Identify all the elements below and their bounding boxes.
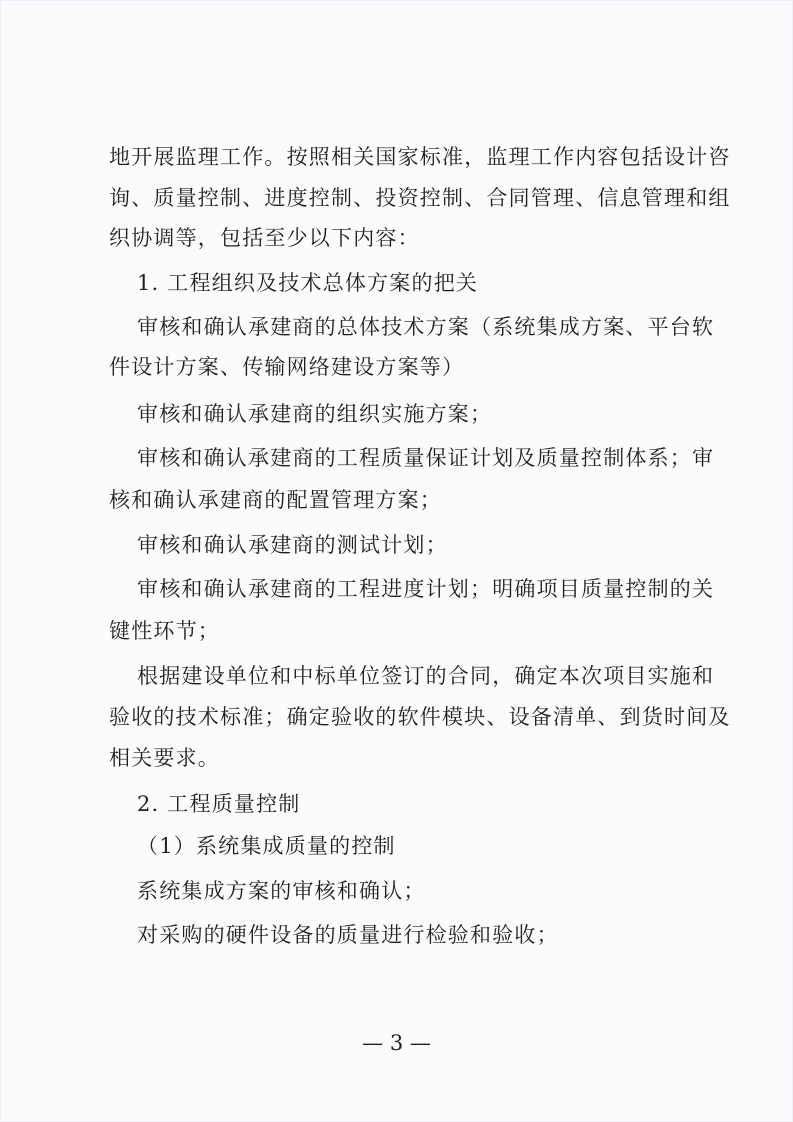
section-heading: 1. 工程组织及技术总体方案的把关: [137, 271, 479, 295]
paragraph-line: 对采购的硬件设备的质量进行检验和验收；: [137, 923, 559, 947]
paragraph-line: 键性环节；: [109, 619, 220, 643]
page-number: — 3 —: [362, 1031, 431, 1055]
paragraph-line: 地开展监理工作。按照相关国家标准，监理工作内容包括设计咨: [109, 145, 731, 169]
paragraph-line: 系统集成方案的审核和确认；: [137, 879, 426, 903]
paragraph-line: 审核和确认承建商的测试计划；: [137, 533, 448, 557]
section-heading: 2. 工程质量控制: [137, 792, 301, 816]
paragraph-line: 审核和确认承建商的工程质量保证计划及质量控制体系；审: [137, 446, 715, 470]
paragraph-line: 件设计方案、传输网络建设方案等）: [109, 355, 465, 379]
paragraph-line: 相关要求。: [109, 746, 220, 770]
paragraph-line: 根据建设单位和中标单位签订的合同，确定本次项目实施和: [137, 664, 715, 688]
paragraph-line: 织协调等，包括至少以下内容：: [109, 226, 420, 250]
paragraph-line: 审核和确认承建商的总体技术方案（系统集成方案、平台软: [137, 315, 715, 339]
paragraph-line: 审核和确认承建商的组织实施方案；: [137, 402, 493, 426]
paragraph-line: 核和确认承建商的配置管理方案；: [109, 488, 442, 512]
paragraph-line: 审核和确认承建商的工程进度计划；明确项目质量控制的关: [137, 577, 715, 601]
paragraph-line: 询、质量控制、进度控制、投资控制、合同管理、信息管理和组: [109, 186, 731, 210]
paragraph-line: 验收的技术标准；确定验收的软件模块、设备清单、到货时间及: [109, 705, 731, 729]
subsection-heading: （1）系统集成质量的控制: [137, 834, 396, 858]
